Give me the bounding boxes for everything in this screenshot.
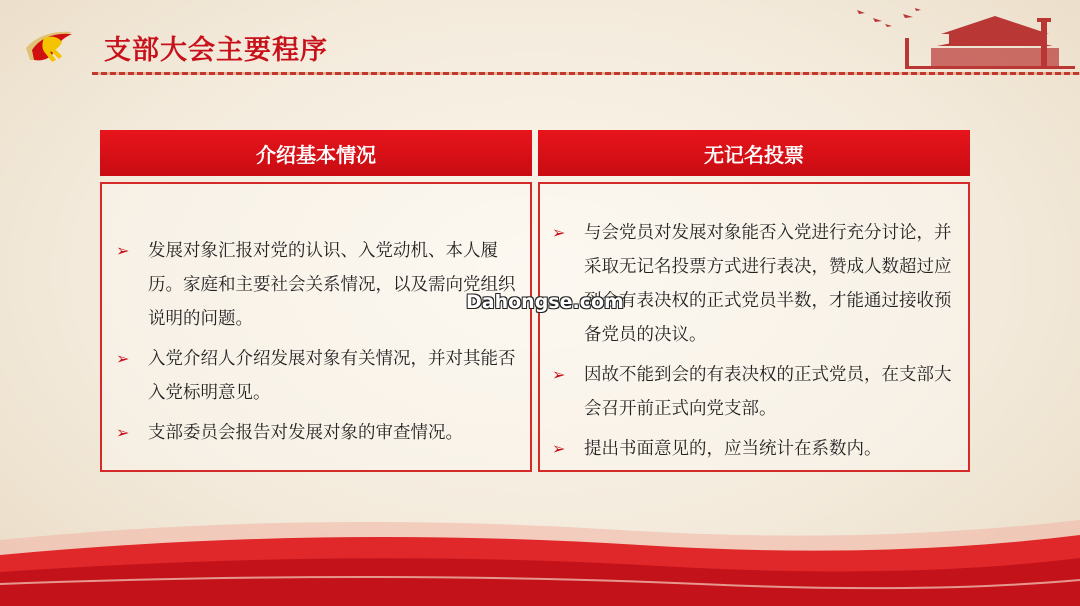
list-item (552, 358, 962, 426)
tiananmen-icon (845, 4, 1075, 72)
arrow-bullet-icon: ➢ (552, 439, 566, 458)
arrow-bullet-icon: ➢ (552, 365, 566, 384)
arrow-bullet-icon: ➢ (116, 241, 130, 260)
list-item-text: 支部委员会报告对发展对象的审查情况。 (148, 423, 463, 443)
column-heading-right: 无记名投票 (538, 130, 970, 176)
header (0, 0, 1080, 90)
list-item-text: 因故不能到会的有表决权的正式党员，在支部大会召开前正式向党支部。 (584, 365, 952, 419)
arrow-bullet-icon: ➢ (552, 223, 566, 242)
party-emblem-icon (22, 20, 94, 68)
list-item (552, 216, 962, 352)
page-title: 支部大会主要程序 (104, 35, 328, 66)
title-divider (92, 72, 1080, 75)
decorative-red-waves (0, 500, 1080, 606)
list-item-text: 发展对象汇报对党的认识、入党动机、本人履历。家庭和主要社会关系情况，以及需向党组织说明的问题。 (148, 241, 516, 329)
bullet-list-left (116, 234, 516, 456)
list-item-text: 入党介绍人介绍发展对象有关情况，并对其能否入党标明意见。 (148, 349, 516, 403)
watermark-text: Dahongse.com (466, 291, 624, 313)
list-item (552, 432, 962, 466)
list-item (116, 342, 516, 410)
content-panel-left (100, 182, 532, 472)
arrow-bullet-icon: ➢ (116, 423, 130, 442)
bullet-list-right (552, 216, 962, 472)
column-heading-left: 介绍基本情况 (100, 130, 532, 176)
list-item (116, 416, 516, 450)
list-item-text: 提出书面意见的，应当统计在系数内。 (584, 439, 882, 459)
list-item (116, 234, 516, 336)
arrow-bullet-icon: ➢ (116, 349, 130, 368)
content-panel-right (538, 182, 970, 472)
list-item-text: 与会党员对发展对象能否入党进行充分讨论，并采取无记名投票方式进行表决，赞成人数超过应到会有表决权的正式党员半数，才能通过接收预备党员的决议。 (584, 223, 952, 345)
